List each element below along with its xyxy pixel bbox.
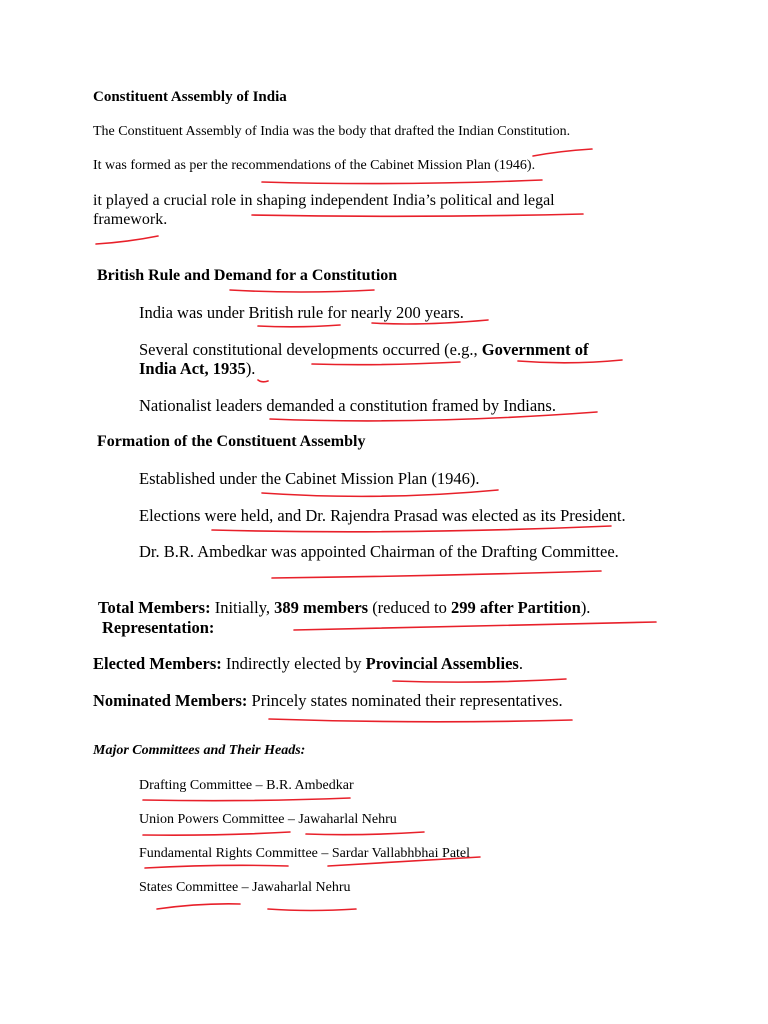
section-heading-british-rule: British Rule and Demand for a Constitution: [97, 267, 398, 284]
committee-item: States Committee – Jawaharlal Nehru: [139, 880, 351, 895]
elected-members-text: Indirectly elected by: [221, 654, 366, 673]
formation-item-2: Elections were held, and Dr. Rajendra Prasad was elected as its President.: [139, 506, 626, 525]
nominated-members-line: [93, 691, 563, 711]
intro-line-2: It was formed as per the recommendations of the Cabinet Mission Plan (1946).: [93, 158, 536, 173]
intro-line-3b: framework.: [93, 211, 168, 228]
annotation-underline: [212, 526, 611, 532]
formation-item-1: Established under the Cabinet Mission Plan (1946).: [139, 469, 480, 488]
representation-label: Representation:: [102, 618, 215, 637]
annotation-underline: [262, 180, 542, 184]
total-members-initial: 389 members: [274, 598, 369, 617]
annotation-underline: [230, 290, 374, 292]
annotation-underline: [533, 149, 592, 156]
total-members-text: Initially,: [210, 598, 275, 617]
total-members-line: [98, 598, 590, 618]
annotation-underline: [252, 214, 583, 216]
british-rule-item-2: [139, 340, 589, 360]
committee-item: Union Powers Committee – Jawaharlal Nehru: [139, 812, 397, 827]
british-rule-item-1: India was under British rule for nearly 200 years.: [139, 303, 464, 322]
british-rule-item-2-cont: [139, 359, 255, 379]
total-members-text-mid: (reduced to: [368, 598, 451, 617]
section-heading-formation: Formation of the Constituent Assembly: [97, 433, 366, 450]
annotation-underline: [258, 325, 340, 327]
item-text: Several constitutional developments occurred (e.g.,: [139, 340, 482, 359]
elected-members-label: Elected Members:: [93, 654, 222, 673]
intro-line-3a: it played a crucial role in shaping independent India’s political and legal: [93, 192, 555, 209]
british-rule-item-3: Nationalist leaders demanded a constitution framed by Indians.: [139, 396, 556, 415]
annotation-underline: [145, 865, 288, 868]
intro-line-1: The Constituent Assembly of India was the body that drafted the Indian Constitution.: [93, 124, 571, 139]
total-members-after: 299 after Partition: [450, 598, 581, 617]
formation-item-3: Dr. B.R. Ambedkar was appointed Chairman of the Drafting Committee.: [139, 542, 619, 561]
elected-members-bold: Provincial Assemblies: [365, 654, 519, 673]
total-members-text-end: ).: [580, 598, 591, 617]
annotation-underline: [393, 679, 566, 682]
page-title: Constituent Assembly of India: [93, 89, 287, 105]
elected-members-end: .: [518, 654, 523, 673]
annotation-underline: [306, 832, 424, 835]
annotation-underline: [258, 380, 268, 382]
elected-members-line: [93, 654, 523, 674]
annotation-underline: [143, 798, 350, 801]
nominated-members-label: Nominated Members:: [93, 691, 248, 710]
annotation-underline: [157, 904, 240, 909]
annotation-underline: [272, 571, 601, 578]
item-bold-text: India Act, 1935: [139, 359, 246, 378]
nominated-members-text: Princely states nominated their representatives.: [247, 691, 563, 710]
annotation-underline: [268, 909, 356, 911]
total-members-label: Total Members:: [98, 598, 211, 617]
annotation-underline: [96, 236, 158, 244]
annotation-underline: [262, 490, 498, 496]
committee-item: Fundamental Rights Committee – Sardar Vallabhbhai Patel: [139, 846, 471, 861]
committee-item: Drafting Committee – B.R. Ambedkar: [139, 778, 354, 793]
annotation-underline: [294, 622, 656, 630]
annotation-underline: [518, 360, 622, 363]
item-text: ).: [245, 359, 256, 378]
item-bold-text: Government of: [481, 340, 589, 359]
annotation-underline: [269, 719, 572, 722]
annotation-underline: [143, 832, 290, 835]
committees-heading: Major Committees and Their Heads:: [93, 743, 306, 758]
annotation-underline: [312, 362, 460, 365]
